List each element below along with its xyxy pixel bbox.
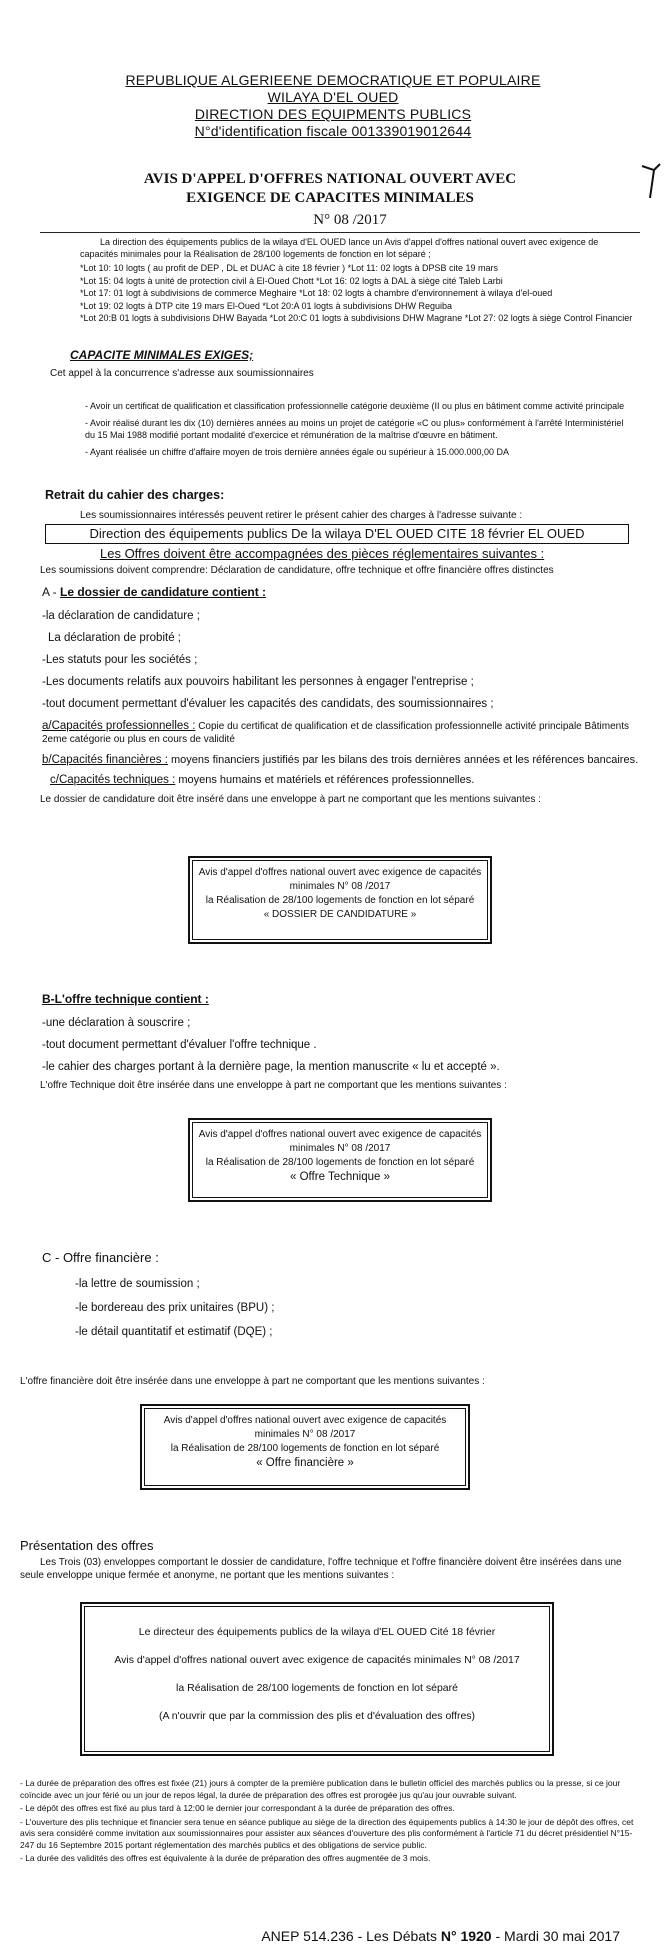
section-c-envelope-text: L'offre financière doit être insérée dans une enveloppe à part ne comportant que les mentions suivantes : [20, 1376, 485, 1387]
section-a-item: -tout document permettant d'évaluer les capacités des candidats, des soumissionnaires ; [42, 698, 494, 710]
envelope-exterieure [80, 1602, 554, 1756]
cap-fin [42, 754, 642, 766]
cap-tech-text: moyens humains et matériels et références professionnelles. [178, 774, 475, 786]
envelope-line: la Réalisation de 28/100 logements de fonction en lot séparé [205, 1157, 475, 1168]
section-a-item: -Les documents relatifs aux pouvoirs habilitant les personnes à engager l'entreprise ; [42, 676, 474, 688]
section-c-item: -le détail quantitatif et estimatif (DQE) ; [75, 1326, 273, 1338]
lot-line: *Lot 17: 01 logt à subdivisions de commerce Meghaire *Lot 18: 02 logts à chambre d'environnement à wilaya d'el-oued [80, 288, 553, 298]
envelope-line: (A n'ouvrir que par la commission des plis et d'évaluation des offres) [158, 1710, 476, 1722]
presentation-heading: Présentation des offres [20, 1538, 154, 1553]
section-a-prefix: A - [42, 585, 61, 599]
section-b-item: -tout document permettant d'évaluer l'offre technique . [42, 1039, 317, 1051]
envelope-line: « Offre financière » [256, 1457, 354, 1469]
envelope-line: Avis d'appel d'offres national ouvert avec exigence de capacités [198, 867, 482, 878]
section-a-list [42, 605, 494, 715]
lots-list [80, 262, 640, 325]
envelope-line: Avis d'appel d'offres national ouvert avec exigence de capacités [163, 1415, 447, 1426]
footer [100, 1928, 620, 1944]
header [80, 72, 586, 140]
section-a-title: Le dossier de candidature contient : [60, 585, 267, 599]
lot-line: *Lot 15: 04 logts à unité de protection civil à El-Oued Chott *Lot 16: 02 logts à DAL à siège cité Taleb Larbi [80, 275, 503, 286]
capacite-item: - Ayant réalisée un chiffre d'affaire moyen de trois dernière années égale ou supérieur à 15.000.000,00 DA [85, 446, 509, 457]
footer-date: - Mardi 30 mai 2017 [491, 1928, 620, 1944]
retrait-address: Direction des équipements publics De la wilaya D'EL OUED CITE 18 février EL OUED [45, 524, 629, 544]
section-c-heading: C - Offre financière : [42, 1250, 159, 1265]
header-republic: REPUBLIQUE ALGERIEENE DEMOCRATIQUE ET POPULAIRE [125, 72, 541, 88]
avis-number: N° 08 /2017 [313, 212, 387, 228]
section-c-item: -la lettre de soumission ; [75, 1278, 200, 1290]
retrait-heading: Retrait du cahier des charges: [45, 488, 225, 502]
capacites-list [85, 400, 630, 458]
section-c-list [75, 1272, 274, 1344]
note-item: - La durée des validités des offres est équivalente à la durée de préparation des offres augmentée de 3 mois. [20, 1853, 431, 1863]
cap-pro-label: a/Capacités professionnelles : [42, 720, 196, 732]
lot-line: *Lot 19: 02 logts à DTP cite 19 mars El-Oued *Lot 20:A 01 logts à subdivisions DHW Reguiba [80, 300, 453, 311]
envelope-line: minimales N° 08 /2017 [289, 1143, 391, 1154]
envelope-line: minimales N° 08 /2017 [289, 881, 391, 892]
offres-heading: Les Offres doivent être accompagnées des pièces réglementaires suivantes : [100, 546, 545, 561]
header-wilaya: WILAYA D'EL OUED [267, 89, 399, 105]
envelope-line: « Offre Technique » [290, 1171, 390, 1183]
section-a-item: -la déclaration de candidature ; [42, 610, 200, 622]
cap-tech-label: c/Capacités techniques : [50, 774, 176, 786]
envelope-line: la Réalisation de 28/100 logements de fonction en lot séparé [170, 1443, 440, 1454]
envelope-financiere [140, 1404, 470, 1490]
cap-tech [50, 774, 630, 786]
intro-text: La direction des équipements publics de la wilaya d'EL OUED lance un Avis d'appel d'offres national ouvert avec exigence de capacités minimales pour la Réalisation de 28/100 logements de fonction en lot séparé ; [80, 237, 599, 259]
envelope-line: Le directeur des équipements publics de la wilaya d'EL OUED Cité 18 février [138, 1626, 496, 1638]
note-item: - Le dépôt des offres est fixé au plus tard à 12:00 le dernier jour correspondant à la durée de préparation des offres. [20, 1803, 455, 1813]
capacite-item: - Avoir un certificat de qualification et classification professionnelle catégorie deuxième (II ou plus en bâtiment comme activité principale [85, 401, 625, 411]
capacite-item: - Avoir réalisé durant les dix (10) dernières années au moins un projet de catégorie «C ou plus» conformément à l'arrêté Interministériel du 15 Mai 1988 modifié portant modalité d'exercice et rémunération de la maîtrise d'œuvre en bâtiment. [85, 417, 624, 440]
envelope-candidature [188, 856, 492, 944]
avis-title: AVIS D'APPEL D'OFFRES NATIONAL OUVERT AVEC EXIGENCE DE CAPACITES MINIMALES [143, 171, 517, 206]
divider [40, 232, 640, 233]
note-item: - L'ouverture des plis technique et financier sera tenue en séance publique au siège de la direction des équipements publics à 14:30 le jour de dépôt des offres, cet avis sera considéré comme invitation aux soumissionnaires pour assister aux séances d'ouverture des plis conformément à l'article 71 du décret présidentiel N°15-247 du 16 Septembre 2015 portant réglementation des marchés publics et des obligations de service public. [20, 1816, 634, 1850]
header-direction: DIRECTION DES EQUIPMENTS PUBLICS [194, 106, 472, 122]
envelope-line: Avis d'appel d'offres national ouvert avec exigence de capacités minimales N° 08 /2017 [114, 1654, 520, 1666]
section-b-item: -le cahier des charges portant à la dernière page, la mention manuscrite « lu et accepté ». [42, 1061, 500, 1073]
section-b-list [42, 1012, 500, 1078]
footer-issue-number: N° 1920 [440, 1928, 492, 1944]
section-a-heading [42, 585, 266, 599]
section-b-item: -une déclaration à souscrire ; [42, 1017, 191, 1029]
section-c-item: -le bordereau des prix unitaires (BPU) ; [75, 1302, 275, 1314]
section-a-item: -Les statuts pour les sociétés ; [42, 654, 198, 666]
capacites-intro: Cet appel à la concurrence s'adresse aux soumissionnaires [50, 368, 314, 379]
envelope-line: la Réalisation de 28/100 logements de fonction en lot séparé [205, 895, 475, 906]
cap-pro [42, 720, 632, 746]
envelope-line: « DOSSIER DE CANDIDATURE » [263, 909, 417, 920]
header-fiscal-id: N°d'identification fiscale 001339019012644 [194, 123, 472, 139]
note-item: - La durée de préparation des offres est fixée (21) jours à compter de la première publication dans le bulletin officiel des marchés publics ou la presse, si ce jour coïncide avec un jour férié ou un jour de repos légal, la durée de préparation des offres est prorogée jus qu'au jour ouvrable suivant. [20, 1778, 621, 1800]
section-a-envelope-text: Le dossier de candidature doit être inséré dans une enveloppe à part ne comportant que les mentions suivantes : [40, 794, 541, 805]
cap-fin-label: b/Capacités financières : [42, 754, 168, 766]
envelope-technique [188, 1118, 492, 1202]
retrait-text: Les soumissionnaires intéressés peuvent retirer le présent cahier des charges à l'adresse suivante : [80, 510, 523, 521]
section-b-envelope-text: L'offre Technique doit être insérée dans une enveloppe à part ne comportant que les mentions suivantes : [40, 1080, 507, 1091]
lot-line: *Lot 20:B 01 logts à subdivisions DHW Bayada *Lot 20:C 01 logts à subdivisions DHW Magrane *Lot 27: 02 logts à siège Control Financier [80, 313, 633, 323]
envelope-line: la Réalisation de 28/100 logements de fonction en lot séparé [176, 1682, 458, 1694]
capacites-heading: CAPACITE MINIMALES EXIGES; [70, 348, 254, 362]
envelope-line: Avis d'appel d'offres national ouvert avec exigence de capacités [198, 1129, 482, 1140]
section-a-item: La déclaration de probité ; [48, 632, 181, 644]
offres-comprend: Les soumissions doivent comprendre: Déclaration de candidature, offre technique et offre financière offres distinctes [40, 565, 554, 576]
presentation-text: Les Trois (03) enveloppes comportant le dossier de candidature, l'offre technique et l'offre financière doivent être insérées dans une seule enveloppe unique fermée et anonyme, ne portant que les mentions suivantes : [20, 1557, 622, 1581]
lot-line: *Lot 10: 10 logts ( au profit de DEP , DL et DUAC à cite 18 février ) *Lot 11: 02 logts à DPSB cite 19 mars [80, 263, 499, 273]
envelope-line: minimales N° 08 /2017 [254, 1429, 356, 1440]
footer-anep: ANEP 514.236 [261, 1928, 354, 1944]
section-b-heading: B-L'offre technique contient : [42, 992, 209, 1006]
notes-list [20, 1778, 635, 1865]
footer-journal: - Les Débats [353, 1928, 441, 1944]
pen-mark-icon [640, 160, 662, 200]
cap-pro-text: Copie du certificat de qualification et de classification professionnelle activité principale Bâtiments 2eme catégorie ou plus en cours de validité [42, 721, 629, 745]
cap-fin-text: moyens financiers justifiés par les bilans des trois dernières années et les références bancaires. [171, 754, 639, 766]
